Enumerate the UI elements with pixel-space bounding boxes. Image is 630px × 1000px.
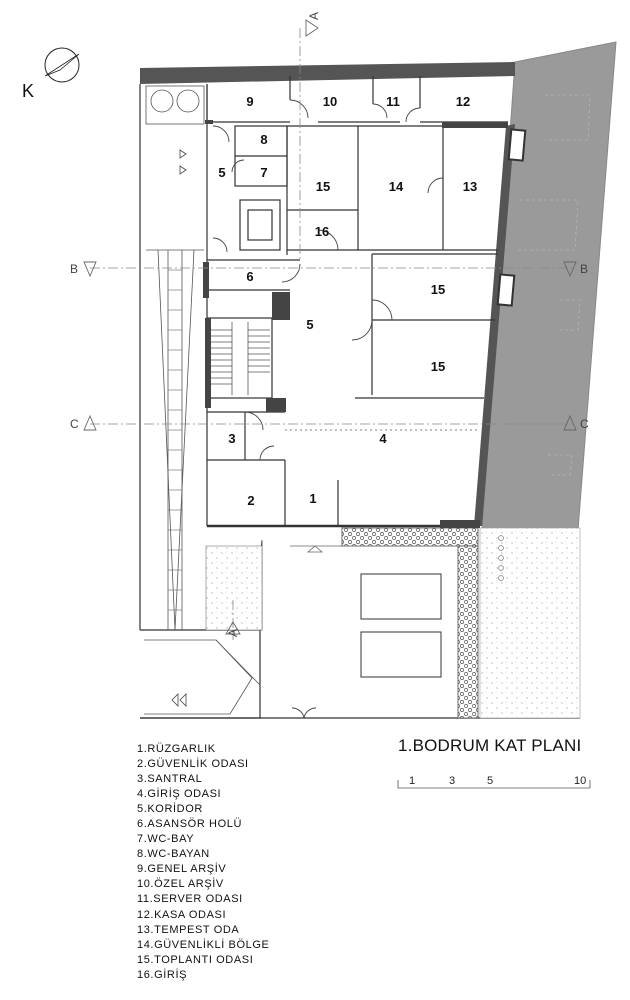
- legend-item: 16.GİRİŞ: [137, 968, 188, 981]
- plan-title: 1.BODRUM KAT PLANI: [398, 736, 582, 755]
- legend-item: 10.ÖZEL ARŞİV: [137, 878, 224, 891]
- room-number-15-right-bottom: 15: [430, 359, 446, 374]
- legend-item: 2.GÜVENLİK ODASI: [137, 758, 249, 771]
- legend-item: 8.WC-BAYAN: [137, 848, 210, 861]
- room-number-8: 8: [260, 132, 268, 147]
- north-arrow-icon: [45, 48, 79, 82]
- section-letter-b-left: B: [70, 262, 79, 276]
- room-number-14: 14: [388, 179, 404, 194]
- section-letter-c-left: C: [70, 417, 79, 431]
- legend-item: 7.WC-BAY: [137, 833, 195, 846]
- legend-item: 1.RÜZGARLIK: [137, 743, 216, 755]
- legend-item: 3.SANTRAL: [137, 773, 203, 786]
- light-well: [146, 86, 204, 630]
- scale-bar: [398, 780, 590, 788]
- room-number-9: 9: [246, 94, 254, 109]
- section-letter-c-right: C: [580, 417, 589, 431]
- scale-label-5: 5: [487, 775, 494, 787]
- ramp-steps: [168, 270, 182, 610]
- legend-item: 14.GÜVENLİKLİ BÖLGE: [137, 938, 270, 951]
- north-label: K: [22, 81, 35, 101]
- section-letter-a-bottom: A: [226, 628, 240, 637]
- room-number-5-lower: 5: [306, 317, 314, 332]
- north-wall: [140, 62, 515, 84]
- gravel-band: [342, 528, 478, 546]
- room-number-1: 1: [309, 491, 317, 506]
- room-number-3: 3: [228, 431, 236, 446]
- level-markers: [172, 150, 186, 706]
- section-letter-b-right: B: [580, 262, 589, 276]
- scale-label-3: 3: [449, 775, 456, 787]
- room-number-10: 10: [322, 94, 338, 109]
- legend-item: 4.GİRİŞ ODASI: [137, 788, 222, 801]
- room-number-12: 12: [455, 94, 471, 109]
- planted-strip: [206, 546, 262, 630]
- entrance-arrow: [308, 546, 322, 552]
- room-number-13: 13: [462, 179, 478, 194]
- legend-item: 5.KORİDOR: [137, 803, 203, 816]
- room-number-2: 2: [247, 493, 255, 508]
- parking-space-2: [361, 632, 441, 677]
- legend-item: 12.KASA ODASI: [137, 908, 227, 921]
- room-number-11: 11: [386, 94, 400, 109]
- section-letter-a-top: A: [307, 11, 321, 20]
- room-number-7: 7: [260, 165, 268, 180]
- scale-label-10: 10: [574, 775, 587, 787]
- room-number-5-upper: 5: [218, 165, 226, 180]
- legend-item: 11.SERVER ODASI: [137, 893, 243, 906]
- planted-strip-right: [480, 528, 580, 718]
- legend-item: 15.TOPLANTI ODASI: [137, 953, 254, 966]
- room-number-4: 4: [379, 431, 387, 446]
- room-number-15-right-top: 15: [430, 282, 446, 297]
- legend-item: 9.GENEL ARŞİV: [137, 863, 227, 876]
- staircase: [211, 322, 270, 395]
- entrance-roof: [144, 640, 252, 714]
- legend-item: 6.ASANSÖR HOLÜ: [137, 818, 242, 831]
- room-legend: [137, 742, 269, 983]
- parking-space-1: [361, 574, 441, 619]
- scale-label-1: 1: [409, 775, 416, 787]
- legend-item: 13.TEMPEST ODA: [137, 923, 240, 936]
- gravel-wall-band: [458, 546, 478, 718]
- room-number-6: 6: [246, 269, 254, 284]
- room-number-16: 16: [314, 224, 330, 239]
- room-number-15-upper: 15: [315, 179, 331, 194]
